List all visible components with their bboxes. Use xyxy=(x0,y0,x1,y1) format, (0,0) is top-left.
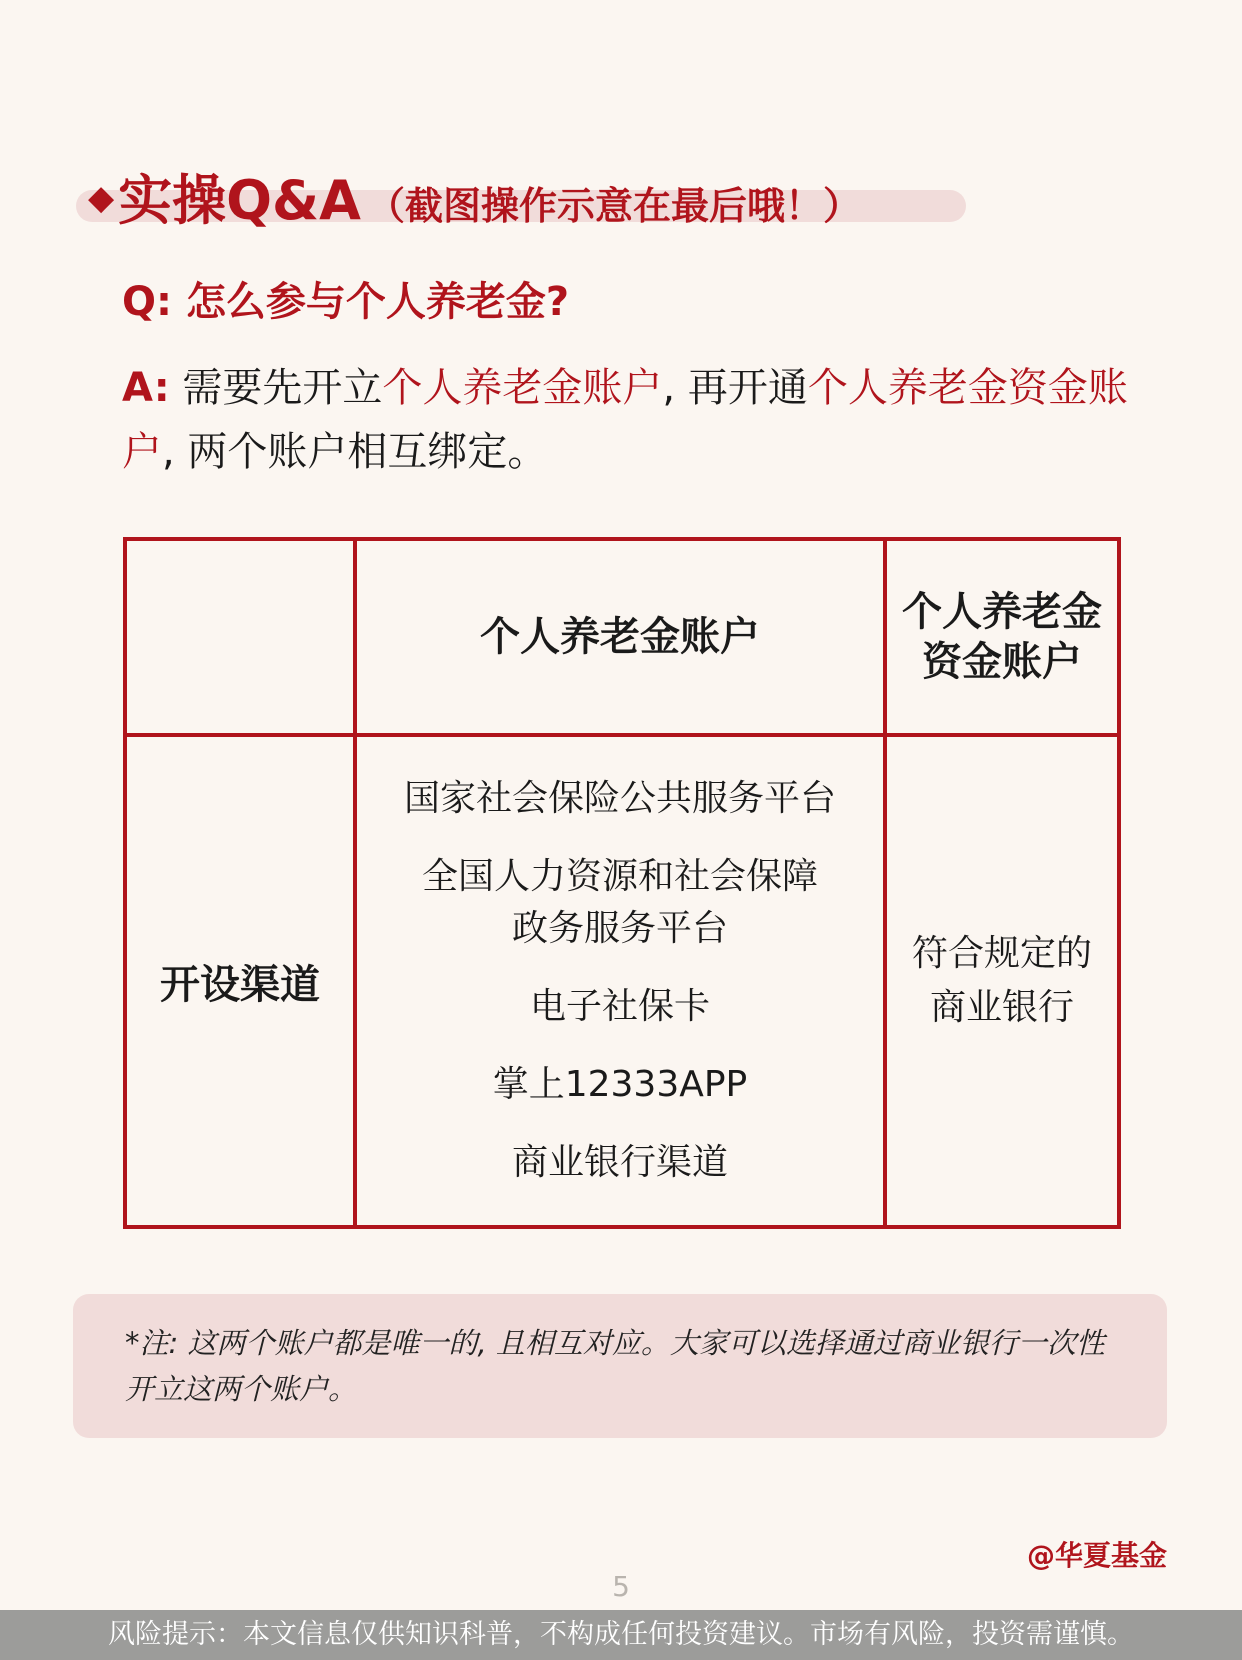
table-header-fund-account-line1: 个人养老金 xyxy=(902,589,1102,635)
section-title-main: 实操Q&A xyxy=(118,169,361,232)
note-box xyxy=(73,1294,1167,1438)
question-label: Q: xyxy=(122,279,172,325)
account-channel-table xyxy=(123,537,1121,1229)
channel-list xyxy=(357,773,883,1189)
list-item: 商业银行渠道 xyxy=(511,1142,728,1183)
table-header-empty xyxy=(125,539,355,735)
table-header-row xyxy=(125,539,1119,735)
answer-part1: 需要先开立 xyxy=(182,365,383,411)
list-item-line: 全国人力资源和社会保障 xyxy=(421,856,818,897)
list-item: 电子社保卡 xyxy=(529,986,710,1027)
brand-watermark: @华夏基金 xyxy=(1026,1539,1167,1572)
table-header-fund-account xyxy=(885,539,1119,735)
risk-disclaimer-footer: 风险提示：本文信息仅供知识科普，不构成任何投资建议。市场有风险，投资需谨慎。 xyxy=(0,1610,1242,1660)
table-row xyxy=(125,735,1119,1227)
section-title xyxy=(88,158,861,235)
bank-line2: 商业银行 xyxy=(929,987,1074,1028)
section-title-sub: （截图操作示意在最后哦！） xyxy=(366,184,861,228)
note-text: *注: 这两个账户都是唯一的, 且相互对应。大家可以选择通过商业银行一次性开立这两个账户。 xyxy=(125,1326,1105,1406)
channel-list-cell xyxy=(355,735,885,1227)
answer xyxy=(122,356,1132,484)
question xyxy=(122,270,569,327)
list-item xyxy=(357,851,883,955)
table-header-fund-account-line2: 资金账户 xyxy=(922,639,1082,685)
table-header-personal-account: 个人养老金账户 xyxy=(355,539,885,735)
answer-highlight-fund-account: 个人养老金资金账户 xyxy=(122,365,1128,475)
answer-highlight-personal-account: 个人养老金账户 xyxy=(382,365,663,411)
answer-part3: , 两个账户相互绑定。 xyxy=(162,429,548,475)
bank-cell xyxy=(885,735,1119,1227)
page-number: 5 xyxy=(612,1570,630,1603)
diamond-icon: ◆ xyxy=(88,178,115,218)
bank-line1: 符合规定的 xyxy=(911,933,1092,974)
question-text: 怎么参与个人养老金? xyxy=(185,279,570,325)
row-label-channel: 开设渠道 xyxy=(125,735,355,1227)
answer-label: A: xyxy=(122,365,170,411)
answer-part2: , 再开通 xyxy=(662,365,808,411)
list-item-line: 政务服务平台 xyxy=(511,908,728,949)
list-item: 国家社会保险公共服务平台 xyxy=(403,778,836,819)
list-item: 掌上12333APP xyxy=(492,1064,748,1105)
